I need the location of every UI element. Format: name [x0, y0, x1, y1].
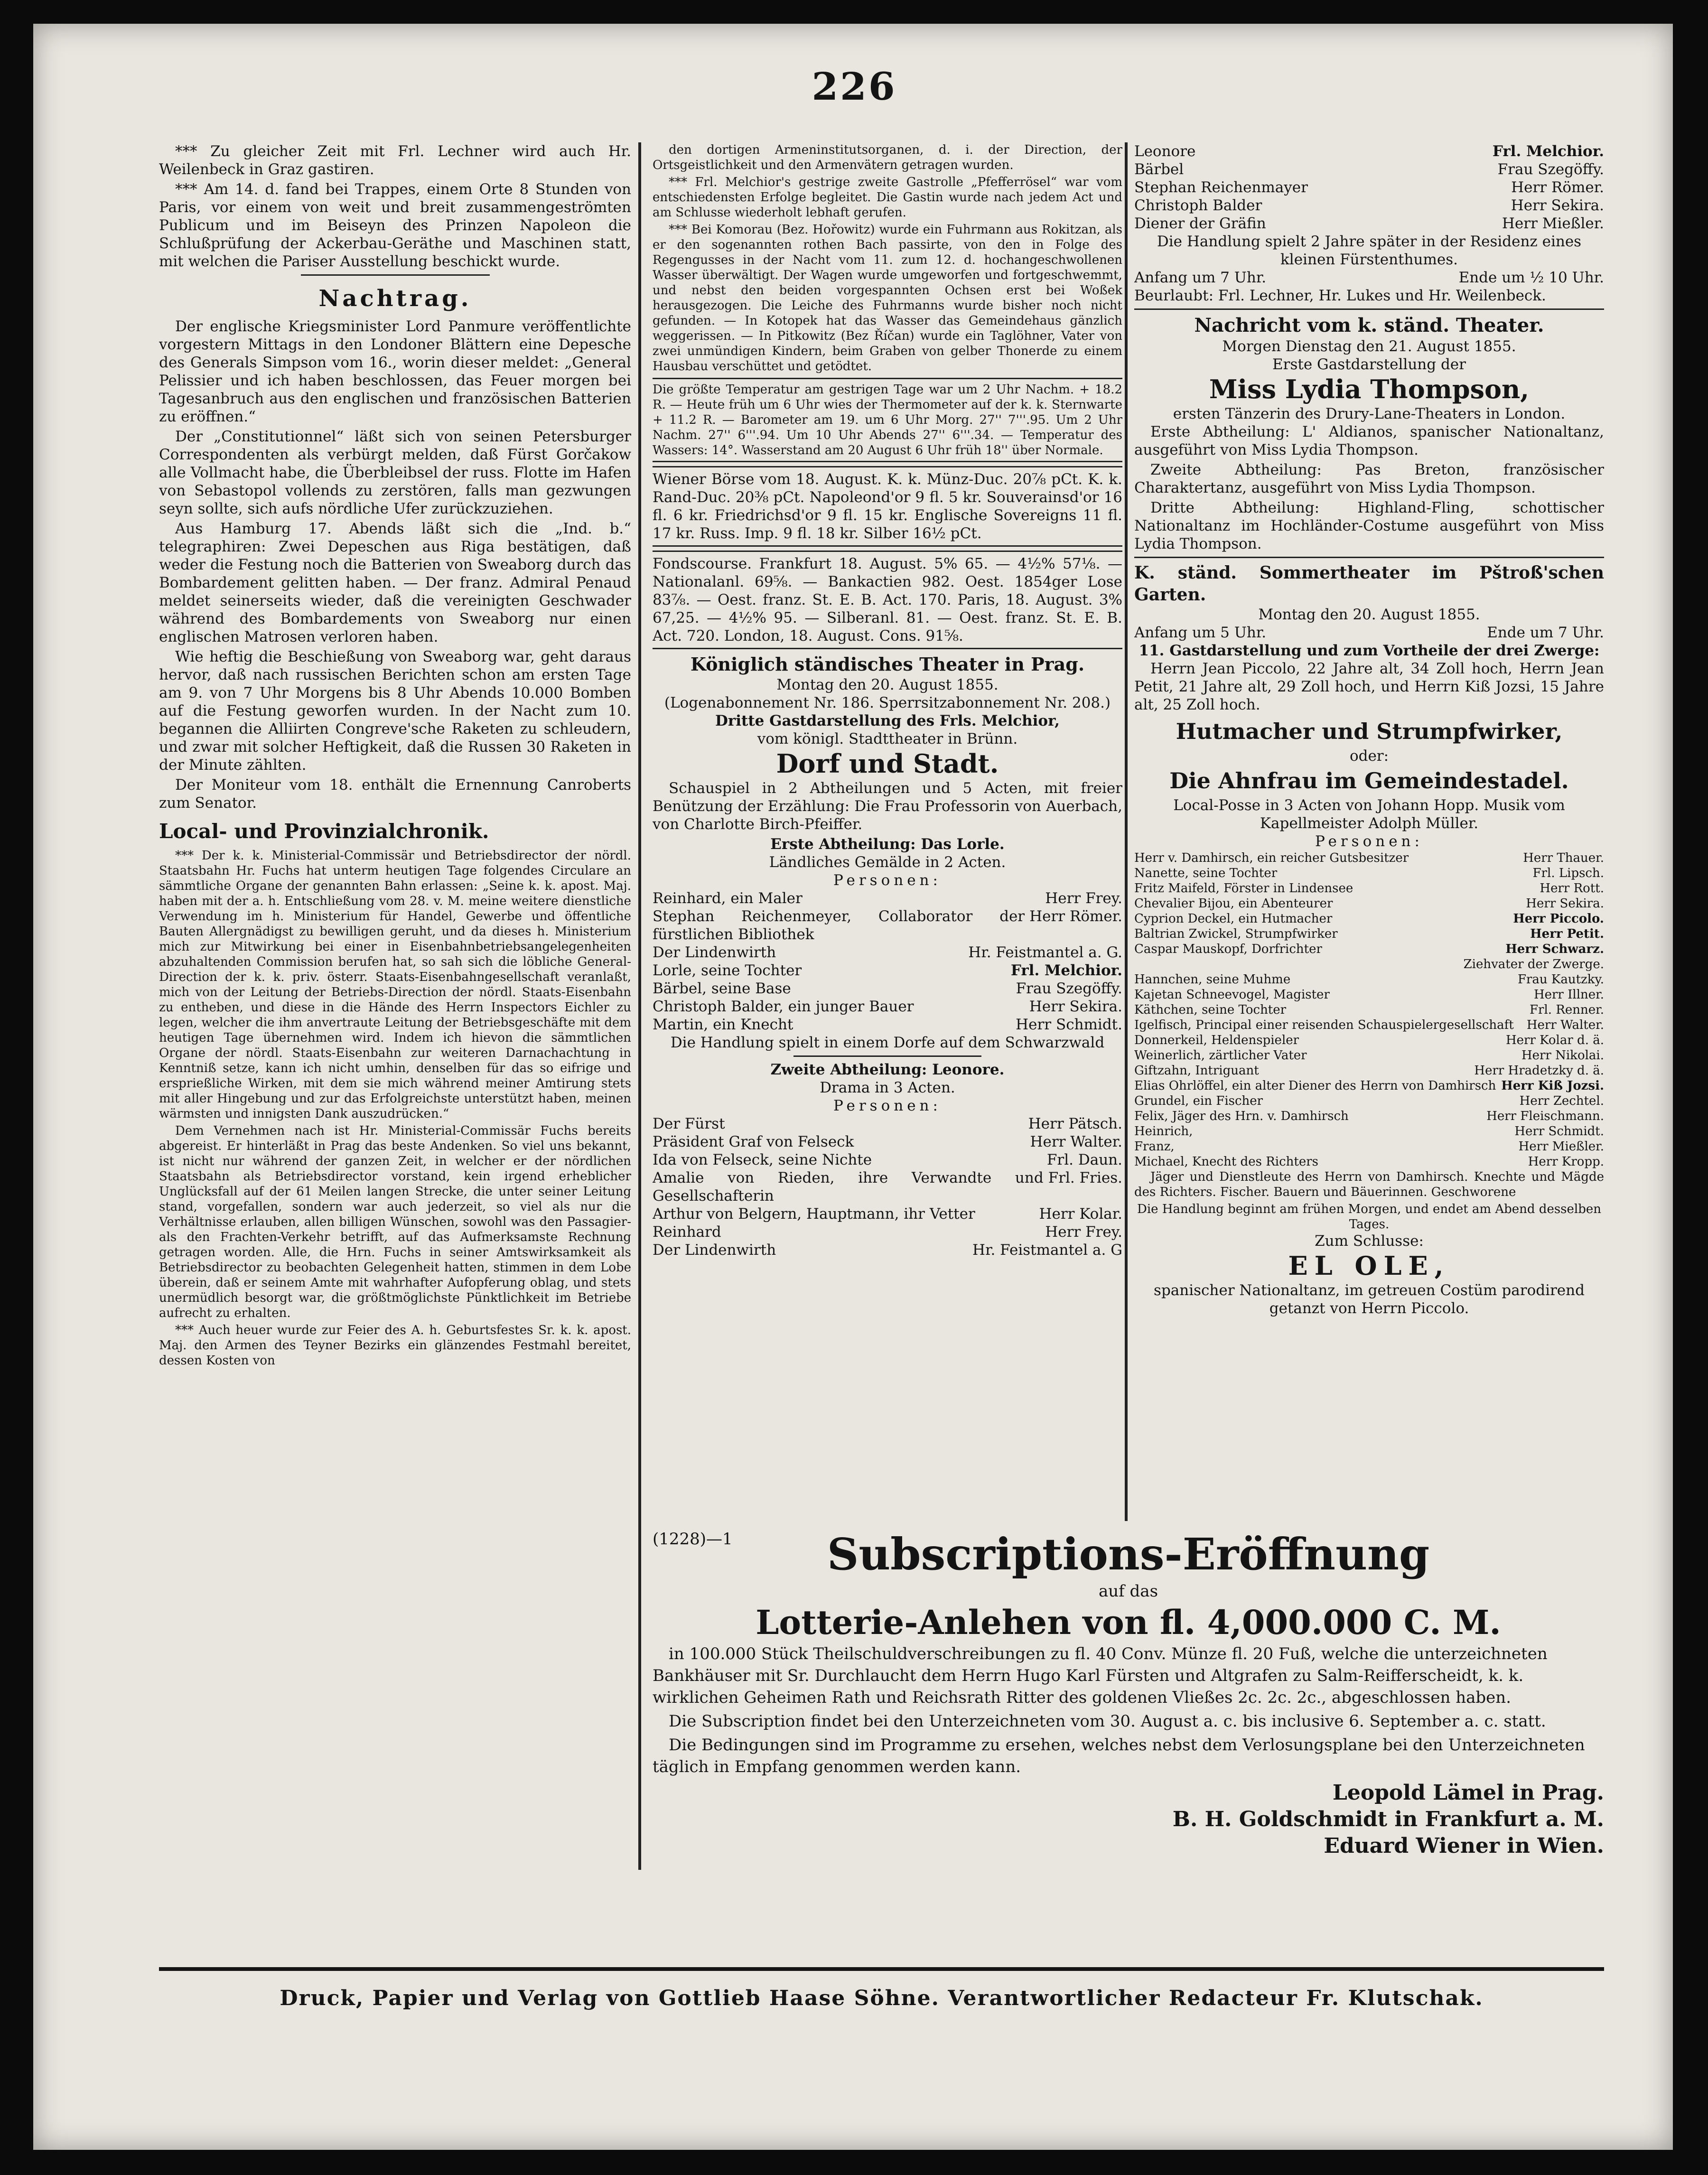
cast-row: Baltrian Zwickel, Strumpfwirker Herr Petit. — [1134, 927, 1604, 941]
news-item: Der Moniteur vom 18. enthält die Ernennung Canroberts zum Senator. — [159, 776, 631, 812]
program-item: Zweite Abtheilung: Pas Breton, französischer Charaktertanz, ausgeführt von Miss Lydia Thompson. — [1134, 461, 1604, 496]
notice-title: Nachricht vom k. ständ. Theater. — [1194, 314, 1544, 336]
theater-abo: (Logenabonnement Nr. 186. Sperrsitzabonnement Nr. 208.) — [664, 694, 1111, 711]
play-title: Dorf und Stadt. — [776, 748, 999, 779]
guest-performance: Dritte Gastdarstellung des Frls. Melchior, — [715, 712, 1060, 729]
ad-signature: B. H. Goldschmidt in Frankfurt a. M. — [1172, 1807, 1604, 1831]
cast-row: Arthur von Belgern, Hauptmann, ihr Vetter Herr Kolar. — [653, 1205, 1122, 1223]
finale-description: spanischer Nationaltanz, im getreuen Costüm parodirend getanzt von Herrn Piccolo. — [1154, 1282, 1585, 1317]
on-leave-note: Beurlaubt: Frl. Lechner, Hr. Lukes und Hr. Weilenbeck. — [1134, 287, 1546, 304]
play-description: Schauspiel in 2 Abtheilungen und 5 Acten, mit freier Benützung der Erzählung: Die Frau Professorin von Auerbach, von Charlotte Birch-Pfeiffer. — [653, 780, 1122, 833]
news-item: Der „Constitutionnel“ läßt sich von seinen Petersburger Correspondenten als verbürgt melden, daß Fürst Gorčakow alle Vollmacht habe, die Überbleibsel der russ. Flotte im Hafen von Sebastopol vollends zu zerstören, falls man gezwungen seyn sollte, sich aufs nördliche Ufer zurückzuziehen. — [159, 428, 631, 517]
news-item: *** Bei Komorau (Bez. Hořowitz) wurde ein Fuhrmann aus Rokitzan, als er den sogenannten rothen Bach passirte, von den in Folge des Regengusses in der Nacht vom 11. zum 12. d. hochangeschwollenen Wasser überwältigt. Der Wagen wurde umgeworfen und fortgeschwemmt, und nebst den beiden vorgespannten Ochsen erst bei Woßek herausgezogen. Die Leiche des Fuhrmanns wurde bisher noch nicht gefunden. — In Kotopek hat das Wasser das Gemeindehaus gänzlich weggerissen. — In Pitkowitz (Bez Říčan) wurde ein Taglöhner, Vater von zwei unmündigen Kindern, beim Graben von gelber Thonerde zu einem Hausbau verschüttet und getödtet. — [653, 223, 1122, 373]
finale-heading: Zum Schlusse: — [1315, 1232, 1424, 1250]
cast-row: Stephan Reichenmayer Herr Römer. — [1134, 179, 1604, 196]
play-title: Hutmacher und Strumpfwirker, — [1176, 719, 1563, 744]
finale-title: EL OLE, — [1288, 1251, 1450, 1281]
cast-list-continued — [1134, 142, 1604, 233]
stock-exchange-report: Wiener Börse vom 18. August. K. k. Münz-Duc. 20⅞ pCt. K. k. Rand-Duc. 20⅜ pCt. Napoleond'or 9 fl. 5 kr. Souverainsd'or 16 fl. 6 kr. Friedrichsd'or 9 fl. 15 kr. Englische Sovereigns 11 fl. 17 kr. Russ. Imp. 9 fl. 18 kr. Silber 16½ pCt. — [653, 466, 1122, 547]
ad-text: Die Subscription findet bei den Unterzeichneten vom 30. August a. c. bis inclusive 6. September a. c. statt. — [669, 1712, 1546, 1731]
notice-date: Morgen Dienstag den 21. August 1855. — [1222, 338, 1516, 355]
star-description: ersten Tänzerin des Drury-Lane-Theaters in London. — [1173, 405, 1566, 422]
cast-heading: Personen: — [833, 1097, 942, 1114]
cast-row: Cyprion Deckel, ein Hutmacher Herr Piccolo. — [1134, 912, 1604, 926]
column-divider — [1125, 142, 1128, 1521]
summer-theater-title: K. ständ. Sommertheater im Pštroß'schen Garten. — [1134, 563, 1604, 605]
cast-row: Bärbel Frau Szegöffy. — [1134, 161, 1604, 178]
extras-note: Jäger und Dienstleute des Herrn von Damhirsch. Knechte und Mägde des Richters. Fischer. Bauern und Bäuerinnen. Geschworene — [1134, 1170, 1604, 1199]
news-item: *** Am 14. d. fand bei Trappes, einem Orte 8 Stunden von Paris, vor einem von weit und breit zusammengeströmten Publicum und im Beiseyn des Prinzen Napoleon die Schlußprüfung der Ackerbau-Geräthe und Maschinen statt, mit welchen die Pariser Ausstellung beschickt wurde. — [159, 181, 631, 270]
cast-row: Hannchen, seine Muhme Frau Kautzky. — [1134, 972, 1604, 987]
notice-subtitle: Erste Gastdarstellung der — [1272, 356, 1466, 373]
cast-row: Felix, Jäger des Hrn. v. Damhirsch Herr Fleischmann. — [1134, 1109, 1604, 1123]
star-name: Miss Lydia Thompson, — [1209, 374, 1530, 404]
cast-list-3 — [1134, 850, 1604, 1169]
imprint: Druck, Papier und Verlag von Gottlieb Haase Söhne. Verantwortlicher Redacteur Fr. Klutschak. — [280, 1986, 1484, 2010]
cast-row: Franz, Herr Mießler. — [1134, 1139, 1604, 1154]
theater-title: Königlich ständisches Theater in Prag. — [690, 653, 1085, 675]
ad-text: in 100.000 Stück Theilschuldverschreibungen zu fl. 40 Conv. Münze fl. 20 Fuß, welche die unterzeichneten Bankhäuser mit Sr. Durchlaucht dem Herrn Hugo Karl Fürsten und Altgrafen zu Salm-Reifferscheidt, k. k. wirklichen Geheimen Rath und Reichsrath Ritter des goldenen Vließes 2c. 2c. 2c., abgeschlossen haben. — [653, 1644, 1548, 1707]
cast-row: Nanette, seine Tochter Frl. Lipsch. — [1134, 866, 1604, 880]
cast-row: Kajetan Schneevogel, Magister Herr Illner. — [1134, 988, 1604, 1002]
ad-signature: Leopold Lämel in Prag. — [1332, 1781, 1604, 1805]
cast-row: Michael, Knecht des Richters Herr Kropp. — [1134, 1155, 1604, 1169]
cast-row: Reinhard Herr Frey. — [653, 1223, 1122, 1241]
setting-note: Die Handlung spielt in einem Dorfe auf dem Schwarzwald — [670, 1034, 1105, 1051]
setting-note: Die Handlung beginnt am frühen Morgen, und endet am Abend desselben Tages. — [1137, 1202, 1601, 1232]
column-1 — [159, 142, 631, 1877]
cast-list-2 — [653, 1115, 1122, 1259]
section-heading-local: Local- und Provinzialchronik. — [159, 820, 489, 843]
program-item: Erste Abtheilung: L' Aldianos, spanischer Nationaltanz, ausgeführt von Miss Lydia Thompson. — [1134, 423, 1604, 458]
cast-row: Giftzahn, Intriguant Herr Hradetzky d. ä. — [1134, 1064, 1604, 1078]
page-number: 226 — [812, 64, 897, 109]
performers: Herrn Jean Piccolo, 22 Jahre alt, 34 Zoll hoch, Herrn Jean Petit, 21 Jahre alt, 29 Zoll hoch, und Herrn Kiß Jozsi, 15 Jahre alt, 25 Zoll hoch. — [1134, 660, 1604, 713]
cast-row: Chevalier Bijou, ein Abenteurer Herr Sekira. — [1134, 896, 1604, 911]
news-item: *** Zu gleicher Zeit mit Frl. Lechner wird auch Hr. Weilenbeck in Graz gastiren. — [159, 143, 631, 178]
cast-row: Elias Ohrlöffel, ein alter Diener des Herrn von Damhirsch Herr Kiß Jozsi. — [1134, 1079, 1604, 1093]
cast-row: Lorle, seine Tochter Frl. Melchior. — [653, 962, 1122, 979]
act-description: Drama in 3 Acten. — [820, 1079, 955, 1096]
column-2 — [653, 142, 1122, 1521]
cast-row: Weinerlich, zärtlicher Vater Herr Nikolai. — [1134, 1048, 1604, 1063]
ad-loan-title: Lotterie-Anlehen von fl. 4,000.000 C. M. — [756, 1603, 1501, 1642]
setting-note: Die Handlung spielt 2 Jahre später in der Residenz eines kleinen Fürstenthumes. — [1157, 233, 1582, 268]
benefit-performance: 11. Gastdarstellung und zum Vortheile der drei Zwerge: — [1139, 642, 1600, 659]
cast-heading: Personen: — [833, 872, 942, 889]
cast-row: Heinrich, Herr Schmidt. — [1134, 1124, 1604, 1139]
program-item: Dritte Abtheilung: Highland-Fling, schottischer Nationaltanz im Hochländer-Costume ausgeführt von Miss Lydia Thompson. — [1134, 499, 1604, 552]
cast-row: Grundel, ein Fischer Herr Zechtel. — [1134, 1094, 1604, 1108]
play-title-alt: Die Ahnfrau im Gemeindestadel. — [1169, 768, 1569, 793]
cast-row: Herr v. Damhirsch, ein reicher Gutsbesitzer Herr Thauer. — [1134, 851, 1604, 865]
summer-theater-date: Montag den 20. August 1855. — [1258, 606, 1480, 623]
column-3 — [1134, 142, 1604, 1521]
cast-row: Diener der Gräfin Herr Mießler. — [1134, 215, 1604, 232]
act-heading: Zweite Abtheilung: Leonore. — [770, 1061, 1005, 1078]
cast-row: Präsident Graf von Felseck Herr Walter. — [653, 1133, 1122, 1150]
act-description: Ländliches Gemälde in 2 Acten. — [769, 854, 1006, 871]
cast-row: Christoph Balder, ein junger Bauer Herr Sekira. — [653, 998, 1122, 1015]
news-item: Wie heftig die Beschießung von Sweaborg war, geht daraus hervor, daß nach russischen Berichten schon am ersten Tage am 9. von 7 Uhr Morgens bis 8 Uhr Abends 10.000 Bomben auf die Festung geworfen wurden. In der Nacht zum 10. begannen die Alliirten Congreve'sche Raketen zu schleudern, und zwar mit solcher Heftigkeit, daß die Russen 30 Raketen in der Minute zählten. — [159, 648, 631, 774]
column-divider — [638, 142, 641, 1870]
cast-row: Stephan Reichenmeyer, Collaborator der fürstlichen Bibliothek Herr Römer. — [653, 908, 1122, 943]
news-item: *** Der k. k. Ministerial-Commissär und Betriebsdirector der nördl. Staatsbahn Hr. Fuchs hat unterm heutigen Tage folgendes Circulare an sämmtliche Organe der genannten Bahn erlassen: „Seine k. k. apost. Maj. haben mit der a. h. Entschließung vom 28. v. M. meine weitere dienstliche Verwendung im h. Ministerium für Handel, Gewerbe und öffentliche Bauten Allergnädigst zu bewilligen geruht, und da dieses h. Ministerium mich zur Mitwirkung bei einer in Eisenbahnbetriebsangelegenheiten abzuhaltenden Commission berufen hat, so sah sich die löbliche General-Direction der k. k. priv. österr. Staats-Eisenbahngesellschaft veranlaßt, mich von der Leitung der Betriebs-Direction der nördl. Staats-Eisenbahn zu entheben, und diese in die Hände des Herrn Inspectors Eichler zu legen, welcher die ihm anvertraute Leitung der Betriebsgeschäfte mit dem heutigen Tage übernehmen wird. Indem ich hievon die sämmtlichen Organe der nördl. Staats-Eisenbahn zur weiteren Darnachachtung in Kenntniß setze, kann ich nicht umhin, denselben für das so eifrige und ersprießliche Wirken, mit dem sie mich während meiner Amtirung stets mit aller Hingebung und zur das Erfolgreichste unterstützt haben, meinen wärmsten und innigsten Dank auszudrücken.“ — [159, 849, 631, 1121]
cast-row: Caspar Mauskopf, Dorfrichter Herr Schwarz. — [1134, 942, 1604, 956]
cast-row: Ida von Felseck, seine Nichte Frl. Daun. — [653, 1151, 1122, 1168]
news-item: Der englische Kriegsminister Lord Panmure veröffentlichte vorgestern Mittags in den Londoner Blättern eine Depesche des Generals Simpson vom 16., worin dieser meldet: „General Pelissier und ich haben beschlossen, das Feuer morgen bei Tagesanbruch aus den englischen und französischen Batterien zu eröffnen.“ — [159, 318, 631, 425]
footer-rule — [159, 1967, 1604, 1971]
news-item: *** Frl. Melchior's gestrige zweite Gastrolle „Pfefferrösel“ war vom entschiedensten Erfolge begleitet. Die Gastin wurde nach jedem Act und am Schlusse wiederholt lebhaft gerufen. — [653, 175, 1122, 220]
ad-text: Die Bedingungen sind im Programme zu ersehen, welches nebst dem Verlosungsplane bei den Unterzeichneten täglich in Empfang genommen werden kann. — [653, 1736, 1585, 1776]
cast-row: Fritz Maifeld, Förster in Lindensee Herr Rott. — [1134, 881, 1604, 896]
ad-title: Subscriptions-Eröffnung — [827, 1529, 1430, 1580]
cast-row: Der Lindenwirth Hr. Feistmantel a. G — [653, 1242, 1122, 1259]
divider — [1134, 308, 1604, 310]
play-or: oder: — [1349, 747, 1389, 765]
cast-row: Igelfisch, Principal einer reisenden Schauspielergesellschaft Herr Walter. — [1134, 1018, 1604, 1032]
cast-row: Der Fürst Herr Pätsch. — [653, 1115, 1122, 1132]
section-heading-nachtrag: Nachtrag. — [318, 285, 472, 312]
news-item: Aus Hamburg 17. Abends läßt sich die „Ind. b.“ telegraphiren: Zwei Depeschen aus Riga bestätigen, daß weder die Festung noch die Batterien von Sweaborg durch das Bombardement gelitten haben. — Der franz. Admiral Penaud meldet seinerseits wieder, daß die vereinigten Geschwader während des Bombardements von Sweaborg nur einen englischen Matrosen verloren haben. — [159, 520, 631, 645]
time-row: Anfang um 5 Uhr. Ende um 7 Uhr. — [1134, 624, 1604, 641]
play-description: Local-Posse in 3 Acten von Johann Hopp. Musik vom Kapellmeister Adolph Müller. — [1173, 797, 1565, 832]
cast-row: Der Lindenwirth Hr. Feistmantel a. G. — [653, 944, 1122, 961]
news-item: Dem Vernehmen nach ist Hr. Ministerial-Commissär Fuchs bereits abgereist. Er hinterläßt in Prag das beste Andenken. So viel uns bekannt, ist nicht nur während der ganzen Zeit, in welcher er der nördlichen Staatsbahn als Betriebsdirector vorstand, kein irgend erheblicher Unglücksfall auf der 61 Meilen langen Strecke, die unter seiner Leitung stand, vorgefallen, sondern war auch jederzeit, so viel als nur die Verhältnisse erlauben, allen billigen Wünschen, sowohl was den Passagier- als den Frachten-Verkehr betrifft, auf das Aufmerksamste Rechnung getragen worden. Alle, die Hrn. Fuchs in seiner Amtswirksamkeit als Betriebsdirector zu beobachten Gelegenheit hatten, stimmen in dem Lobe überein, daß er seinem Amte mit wahrhafter Aufopferung oblag, und stets unermüdlich besorgt war, die größtmöglichste Pünktlichkeit im Betriebe aufrecht zu erhalten. — [159, 1124, 631, 1320]
cast-row: Donnerkeil, Heldenspieler Herr Kolar d. ä. — [1134, 1033, 1604, 1047]
divider — [301, 274, 490, 276]
ad-subtitle: auf das — [1098, 1582, 1158, 1601]
cast-row: Martin, ein Knecht Herr Schmidt. — [653, 1016, 1122, 1033]
cast-list-1 — [653, 889, 1122, 1034]
fonds-report: Fondscourse. Frankfurt 18. August. 5% 65. — 4½% 57⅛. — Nationalanl. 69⅝. — Bankactien 982. Oest. 1854ger Lose 83⅞. — Oest. franz. St. E. B. Act. 170. Paris, 18. August. 3% 67,25. — 4½% 95. — Silberanl. 81. — Oest. franz. St. E. B. Act. 720. London, 18. August. Cons. 91⅝. — [653, 551, 1122, 649]
guest-origin: vom königl. Stadttheater in Brünn. — [757, 730, 1018, 747]
divider — [793, 1055, 981, 1057]
cast-heading: Personen: — [1315, 833, 1423, 850]
cast-row: Christoph Balder Herr Sekira. — [1134, 197, 1604, 214]
act-heading: Erste Abtheilung: Das Lorle. — [770, 836, 1005, 853]
news-item: den dortigen Armeninstitutsorganen, d. i. der Direction, der Ortsgeistlichkeit und den Armenvätern getragen wurden. — [653, 143, 1122, 172]
weather-report: Die größte Temperatur am gestrigen Tage war um 2 Uhr Nachm. + 18.2 R. — Heute früh um 6 Uhr wies der Thermometer auf der k. k. Sternwarte + 11.2 R. — Barometer am 19. um 6 Uhr Morg. 27'' 7'''.95. Um 2 Uhr Nachm. 27'' 6'''.94. Um 10 Uhr Abends 27'' 6'''.34. — Temperatur des Wassers: 14°. Wasserstand am 20 August 6 Uhr früh 18'' über Normale. — [653, 378, 1122, 462]
cast-row: Amalie von Rieden, ihre Verwandte und Gesellschafterin Frl. Fries. — [653, 1169, 1122, 1204]
divider — [1134, 557, 1604, 558]
cast-row: Ziehvater der Zwerge. — [1463, 957, 1604, 971]
cast-row: Reinhard, ein Maler Herr Frey. — [653, 890, 1122, 907]
cast-row: Leonore Frl. Melchior. — [1134, 143, 1604, 160]
time-row: Anfang um 7 Uhr. Ende um ½ 10 Uhr. — [1134, 269, 1604, 286]
news-item: *** Auch heuer wurde zur Feier des A. h. Geburtsfestes Sr. k. k. apost. Maj. den Armen des Teyner Bezirks ein glänzendes Festmahl bereitet, dessen Kosten von — [159, 1323, 631, 1368]
cast-row: Käthchen, seine Tochter Frl. Renner. — [1134, 1003, 1604, 1017]
cast-row: Bärbel, seine Base Frau Szegöffy. — [653, 980, 1122, 997]
ad-signature: Eduard Wiener in Wien. — [1324, 1834, 1604, 1858]
theater-date: Montag den 20. August 1855. — [776, 676, 999, 693]
ad-reference: (1228)—1 — [653, 1530, 733, 1549]
subscription-advertisement — [653, 1528, 1604, 1955]
